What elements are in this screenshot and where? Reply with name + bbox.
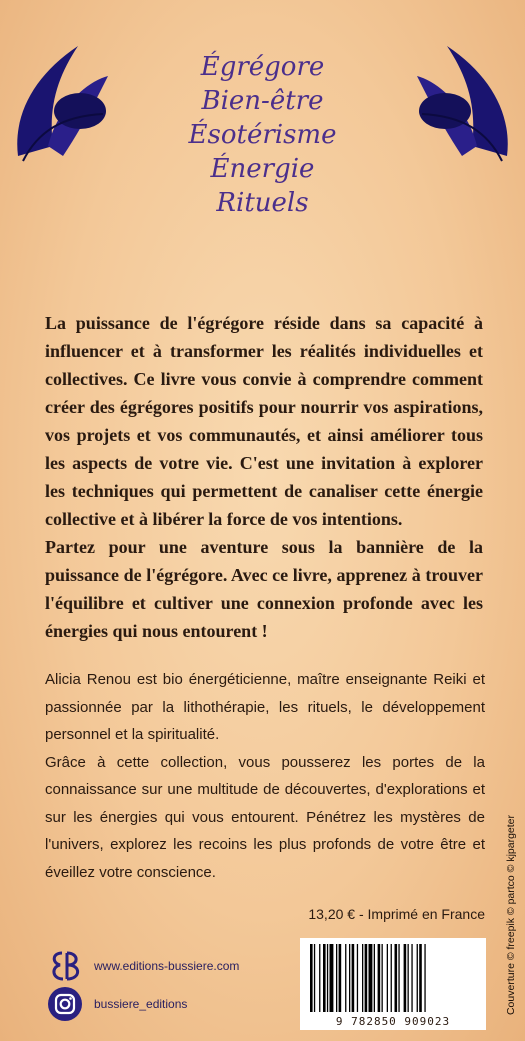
theme-item: Ésotérisme — [188, 120, 337, 150]
book-blurb — [45, 309, 483, 645]
publisher-social-row[interactable] — [46, 985, 187, 1023]
right-ornament-icon — [412, 36, 517, 166]
publisher-website-row[interactable] — [46, 947, 239, 985]
blurb-paragraph-1: La puissance de l'égrégore réside dans sa capacité à influencer et à transformer les réalités individuelles et collectives. Ce livre vous convie à comprendre comment créer des égrégores positifs pour nourrir vos aspirations, vos projets et vos communautés, et ainsi améliorer tous les aspects de votre vie. C'est une invitation à explorer les techniques qui permettent de canaliser cette énergie collective et à libérer la force de vos intentions. — [45, 313, 483, 529]
left-ornament-icon — [8, 36, 113, 166]
isbn-barcode — [300, 938, 486, 1030]
barcode-bars — [308, 944, 478, 1014]
theme-list — [150, 50, 375, 220]
blurb-paragraph-2: Partez pour une aventure sous la bannière de la puissance de l'égrégore. Avec ce livre, apprenez à trouver l'équilibre et cultiver une connexion profonde avec les énergies qui nous entourent ! — [45, 537, 483, 641]
author-section — [45, 666, 485, 886]
cover-credit — [501, 800, 521, 1030]
price-line: 13,20 € - Imprimé en France — [308, 906, 485, 922]
cover-credit-text: Couverture © freepik © partco © kjpargeter — [505, 814, 517, 1016]
eb-monogram-icon — [46, 947, 84, 985]
theme-item: Égrégore — [200, 52, 325, 82]
author-bio: Alicia Renou est bio énergéticienne, maître enseignante Reiki et passionnée par la lithothérapie, les rituels, le développement personnel et la spiritualité. — [45, 671, 485, 743]
publisher-social-handle[interactable]: bussiere_editions — [94, 997, 188, 1011]
instagram-icon — [46, 985, 84, 1023]
publisher-website-link[interactable]: www.editions-bussiere.com — [94, 959, 240, 973]
collection-description: Grâce à cette collection, vous pousserez les portes de la connaissance sur une multitude de découvertes, d'explorations et sur les énergies qui vous entourent. Pénétrez les mystères de l'univers, explorez les recoins les plus profonds de votre être et éveillez votre conscience. — [45, 753, 485, 881]
theme-item: Énergie — [210, 154, 315, 184]
theme-item: Rituels — [216, 188, 309, 218]
isbn-number: 9 782850 909023 — [335, 1015, 451, 1028]
theme-item: Bien-être — [201, 86, 324, 116]
